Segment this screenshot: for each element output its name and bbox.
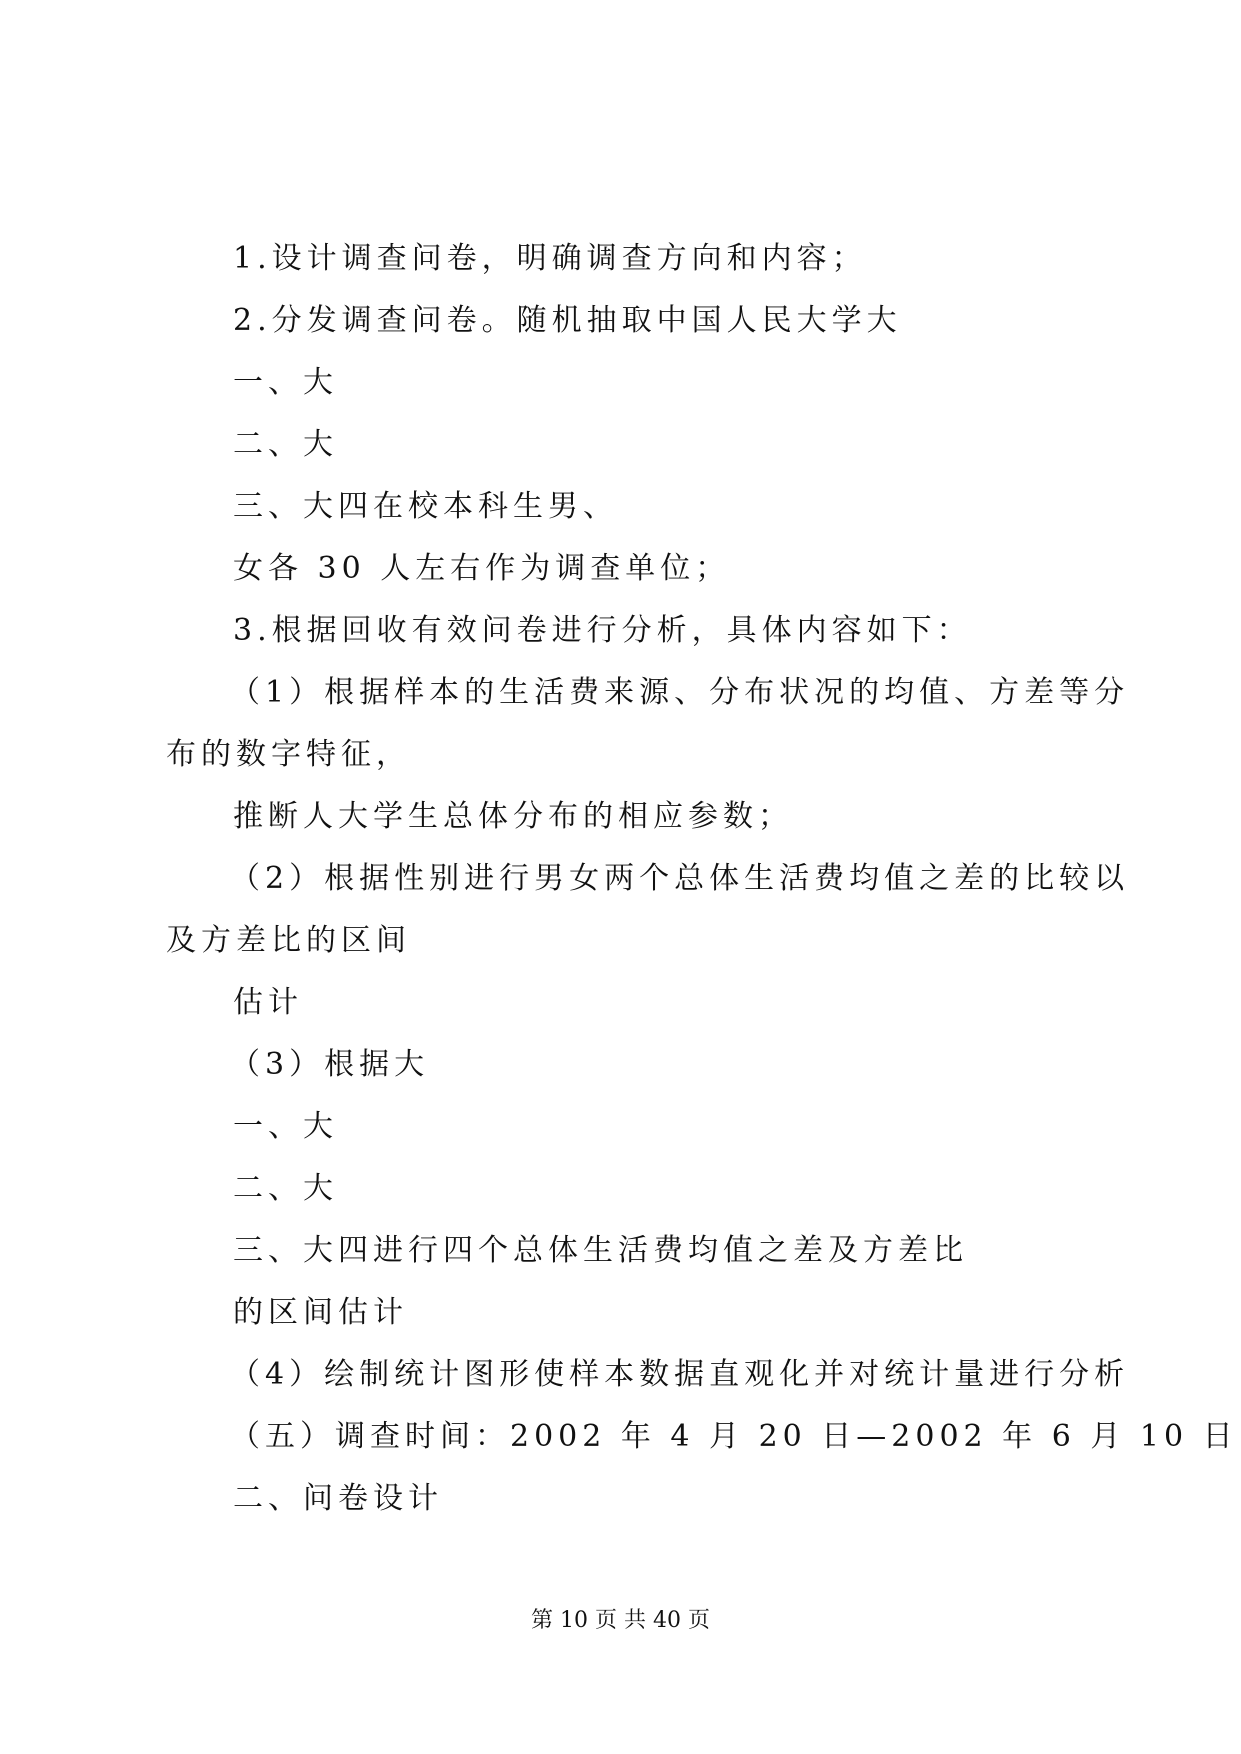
text-line: （五）调查时间：2002 年 4 月 20 日—2002 年 6 月 10 日: [230, 1419, 1238, 1454]
text-line: 二、大: [233, 1171, 338, 1206]
text-line: 1.设计调查问卷，明确调查方向和内容；: [233, 241, 867, 276]
text-line: 及方差比的区间: [166, 923, 411, 958]
text-line: 的区间估计: [233, 1295, 408, 1330]
text-line: 2.分发调查问卷。随机抽取中国人民大学大: [233, 303, 902, 338]
text-line: （2）根据性别进行男女两个总体生活费均值之差的比较以: [230, 861, 1130, 896]
text-line: 一、大: [233, 1109, 338, 1144]
text-line: 二、大: [233, 427, 338, 462]
text-line: 3.根据回收有效问卷进行分析，具体内容如下：: [233, 613, 972, 648]
text-line: 一、大: [233, 365, 338, 400]
page-footer: 第 10 页 共 40 页: [531, 1608, 710, 1633]
text-line: 三、大四在校本科生男、: [233, 489, 618, 524]
text-line: 二、问卷设计: [233, 1481, 443, 1516]
text-line: （3）根据大: [230, 1047, 430, 1082]
text-line: 女各 30 人左右作为调查单位；: [233, 551, 731, 586]
text-line: 推断人大学生总体分布的相应参数；: [233, 799, 793, 834]
text-line: 估计: [233, 985, 303, 1020]
text-line: 布的数字特征，: [166, 737, 411, 772]
text-line: （1）根据样本的生活费来源、分布状况的均值、方差等分: [230, 675, 1130, 710]
text-line: 三、大四进行四个总体生活费均值之差及方差比: [233, 1233, 968, 1268]
text-line: （4）绘制统计图形使样本数据直观化并对统计量进行分析: [230, 1357, 1130, 1392]
